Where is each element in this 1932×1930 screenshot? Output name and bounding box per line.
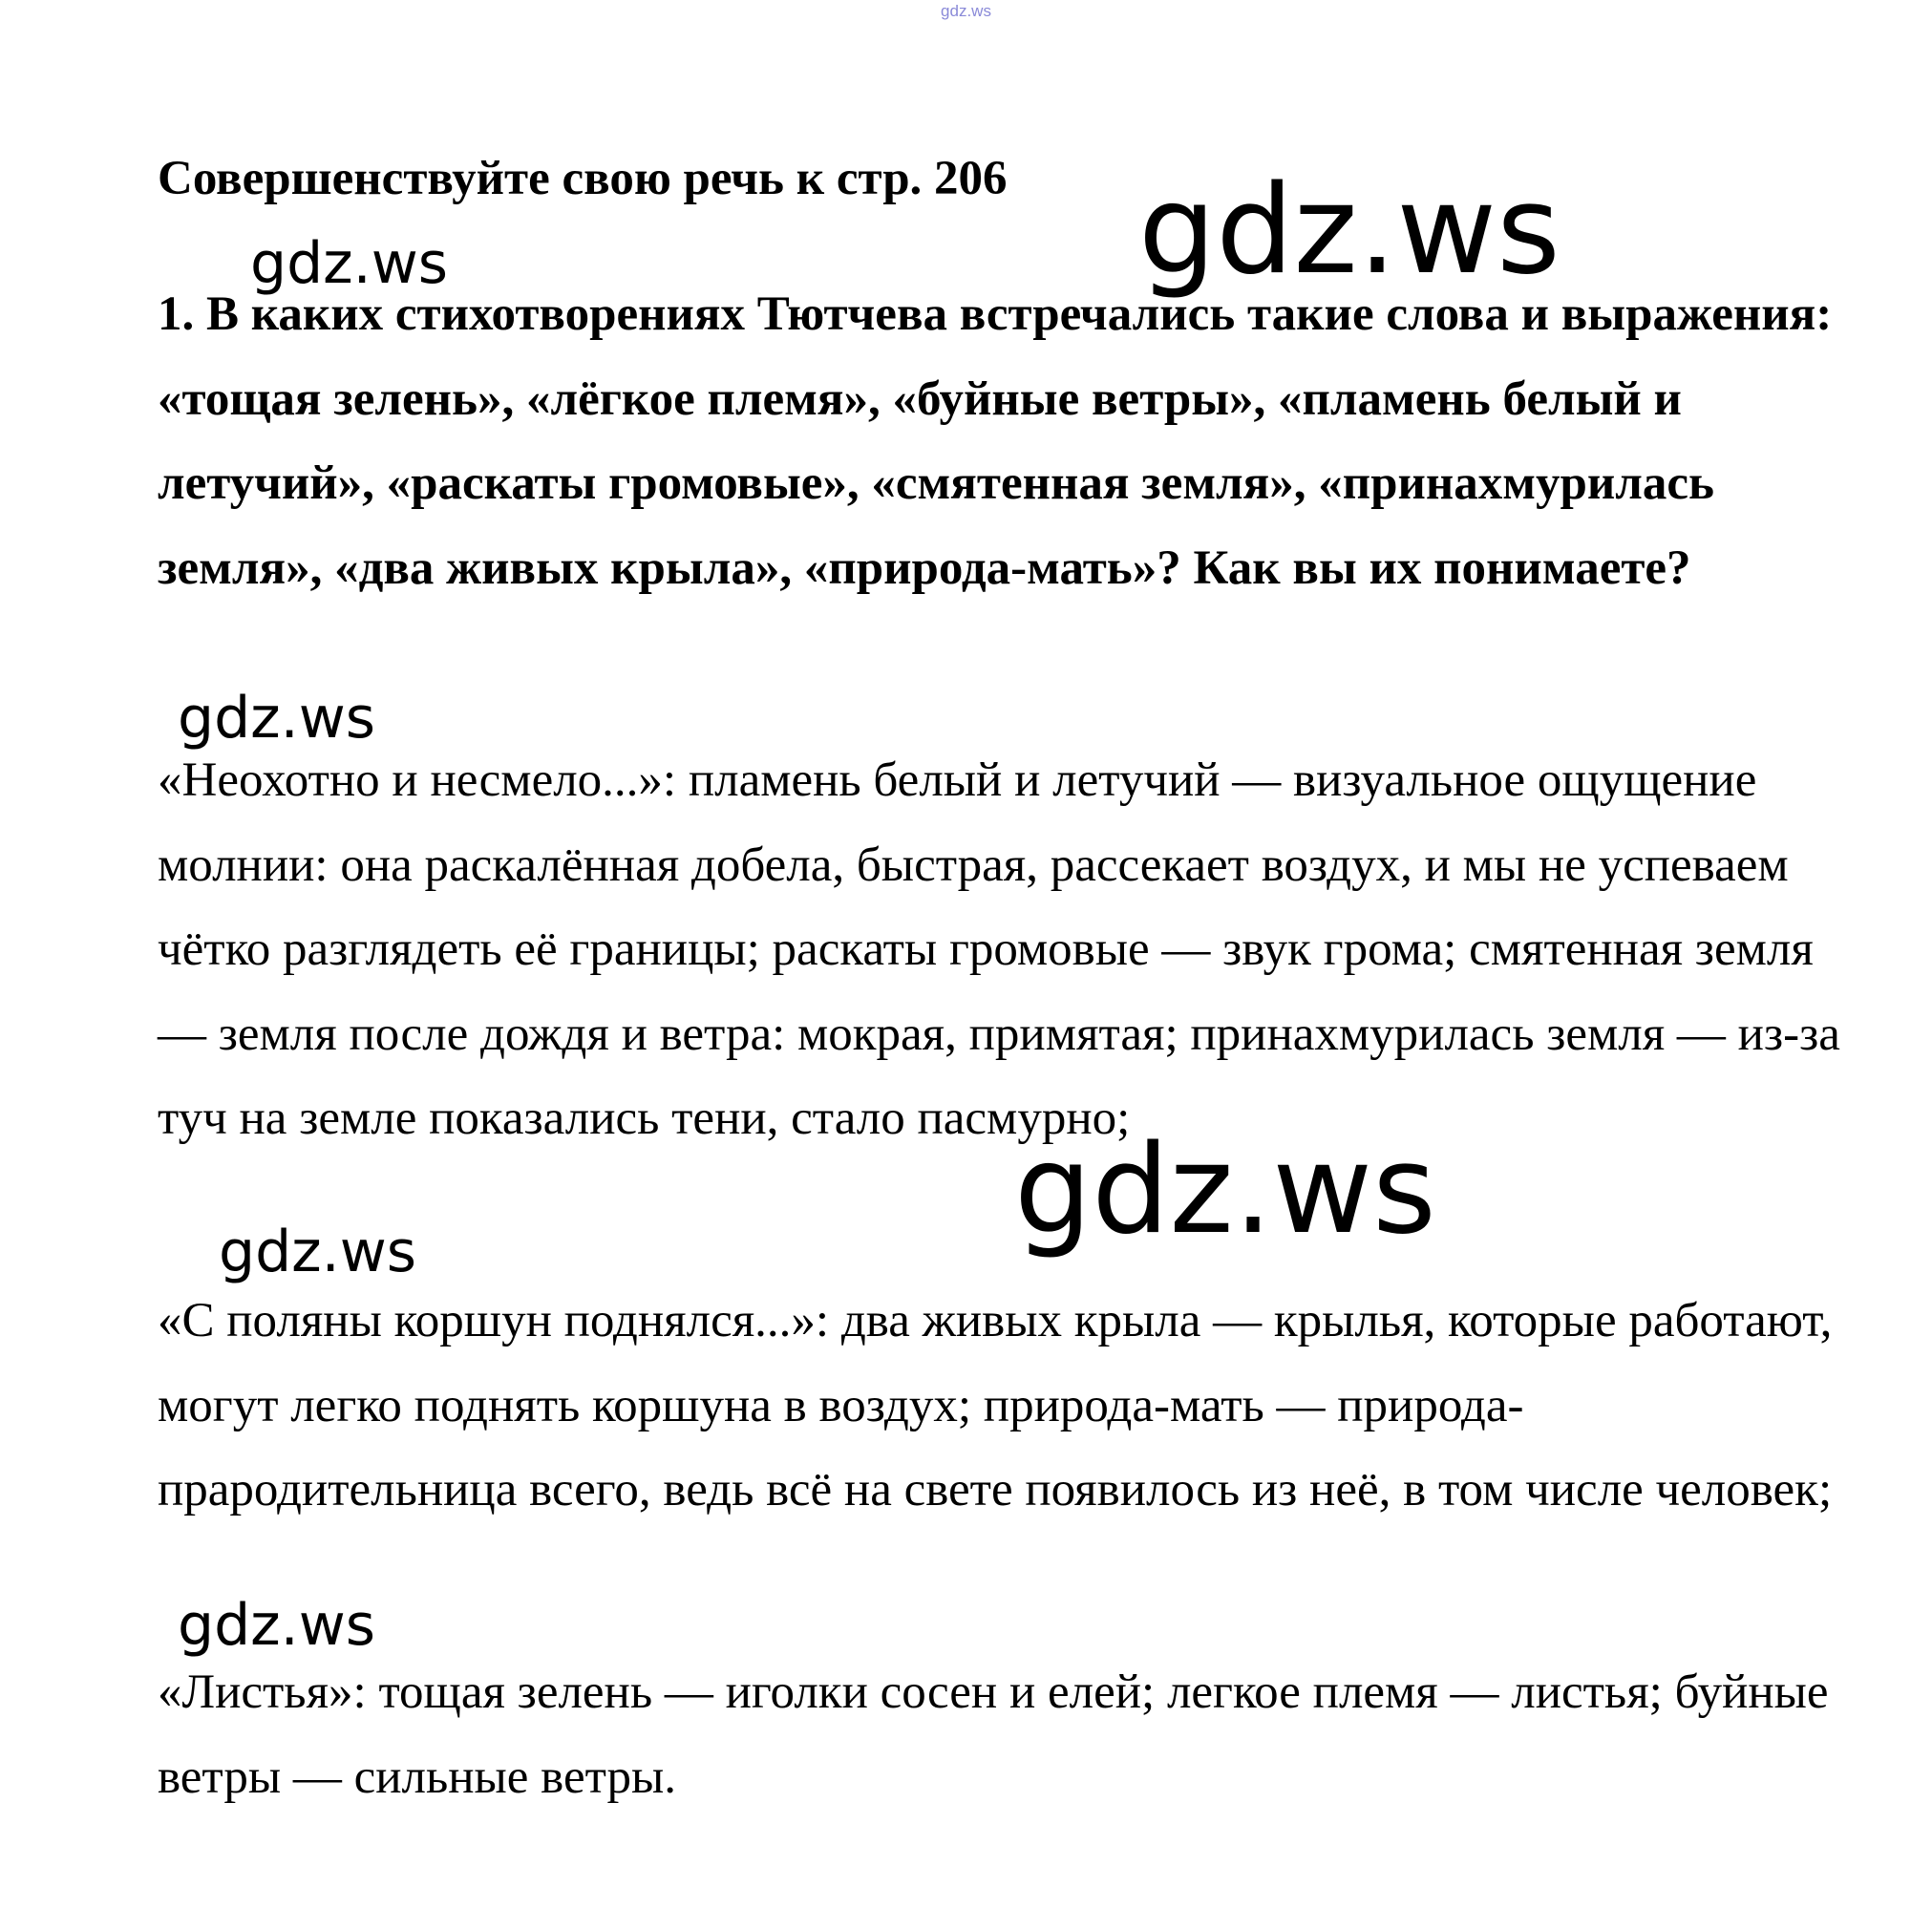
watermark: gdz.ws xyxy=(178,685,376,752)
watermark: gdz.ws xyxy=(219,1219,417,1285)
watermark: gdz.ws xyxy=(178,1592,376,1659)
answer-paragraph-3: «Листья»: тощая зелень — иголки сосен и елей; легкое племя — листья; буйные ветры — сильные ветры. xyxy=(158,1665,1829,1804)
top-watermark: gdz.ws xyxy=(941,2,991,20)
watermark: gdz.ws xyxy=(250,230,449,297)
page-heading: Совершенствуйте свою речь к стр. 206 xyxy=(158,152,1008,205)
answer-paragraph-1: «Неохотно и несмело...»: пламень белый и летучий — визуальное ощущение молнии: она раскалённая добела, быстрая, рассекает воздух, и мы не успеваем чётко разглядеть её границы; раскаты громовые — звук грома; смятенная земля — земля после дождя и ветра: мокрая, примятая; принахмурилась земля — из-за туч на земле показались тени, стало пасмурно; xyxy=(158,753,1840,1145)
watermark-large: gdz.ws xyxy=(1014,1119,1436,1262)
question-text: 1. В каких стихотворениях Тютчева встречались такие слова и выражения: «тощая зелень», «лёгкое племя», «буйные ветры», «пламень белый и летучий», «раскаты громовые», «смятенная земля», «принахмурилась земля», «два живых крыла», «природа-мать»? Как вы их понимаете? xyxy=(158,287,1833,595)
watermark-large: gdz.ws xyxy=(1138,159,1560,302)
answer-paragraph-2: «С поляны коршун поднялся...»: два живых крыла — крылья, которые работают, могут легко поднять коршуна в воздух; природа-мать — природа-прародительница всего, ведь всё на свете появилось из неё, в том числе человек; xyxy=(158,1294,1833,1516)
